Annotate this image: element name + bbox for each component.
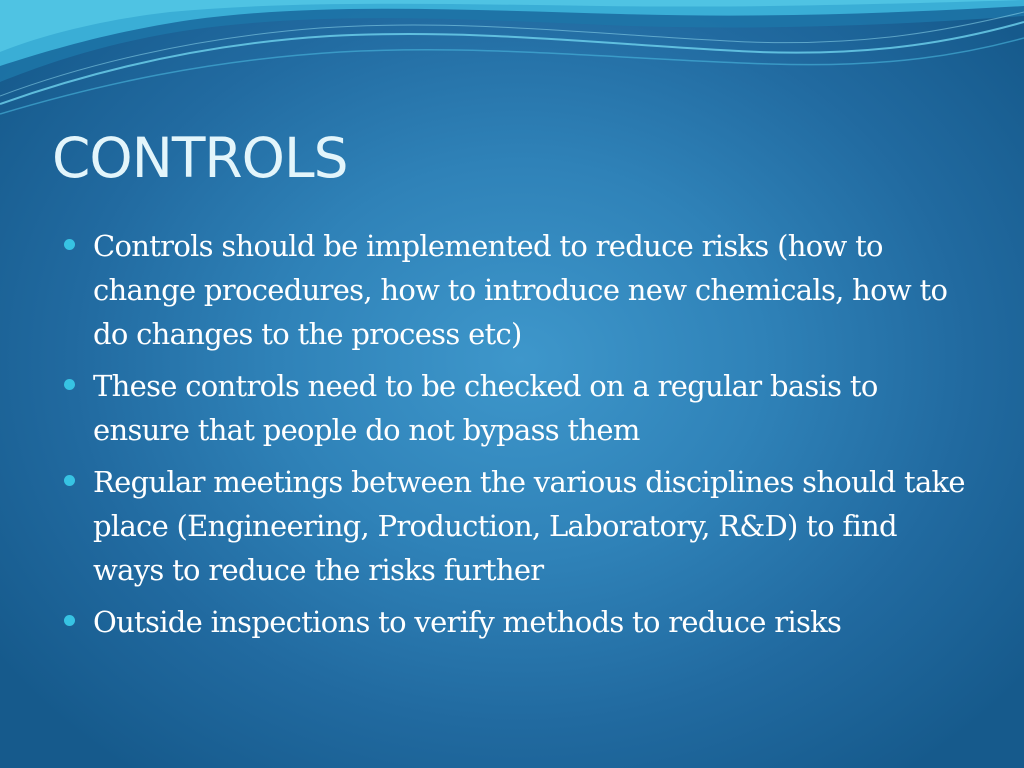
bullet-dot-icon bbox=[64, 239, 75, 250]
bullet-text: These controls need to be checked on a regular basis to ensure that people do not bypass them bbox=[93, 369, 878, 447]
header-wave-decoration bbox=[0, 0, 1024, 130]
bullet-dot-icon bbox=[64, 615, 75, 626]
bullet-item bbox=[64, 364, 974, 452]
bullet-dot-icon bbox=[64, 475, 75, 486]
bullet-dot-icon bbox=[64, 379, 75, 390]
bullet-list bbox=[64, 224, 974, 652]
bullet-item bbox=[64, 600, 974, 644]
bullet-item bbox=[64, 460, 974, 592]
bullet-item bbox=[64, 224, 974, 356]
bullet-text: Controls should be implemented to reduce risks (how to change procedures, how to introduce new chemicals, how to do changes to the process etc) bbox=[93, 229, 948, 351]
bullet-text: Regular meetings between the various disciplines should take place (Engineering, Production, Laboratory, R&D) to find ways to reduce the risks further bbox=[93, 465, 965, 587]
bullet-text: Outside inspections to verify methods to reduce risks bbox=[93, 605, 842, 639]
slide-title: CONTROLS bbox=[52, 126, 348, 190]
